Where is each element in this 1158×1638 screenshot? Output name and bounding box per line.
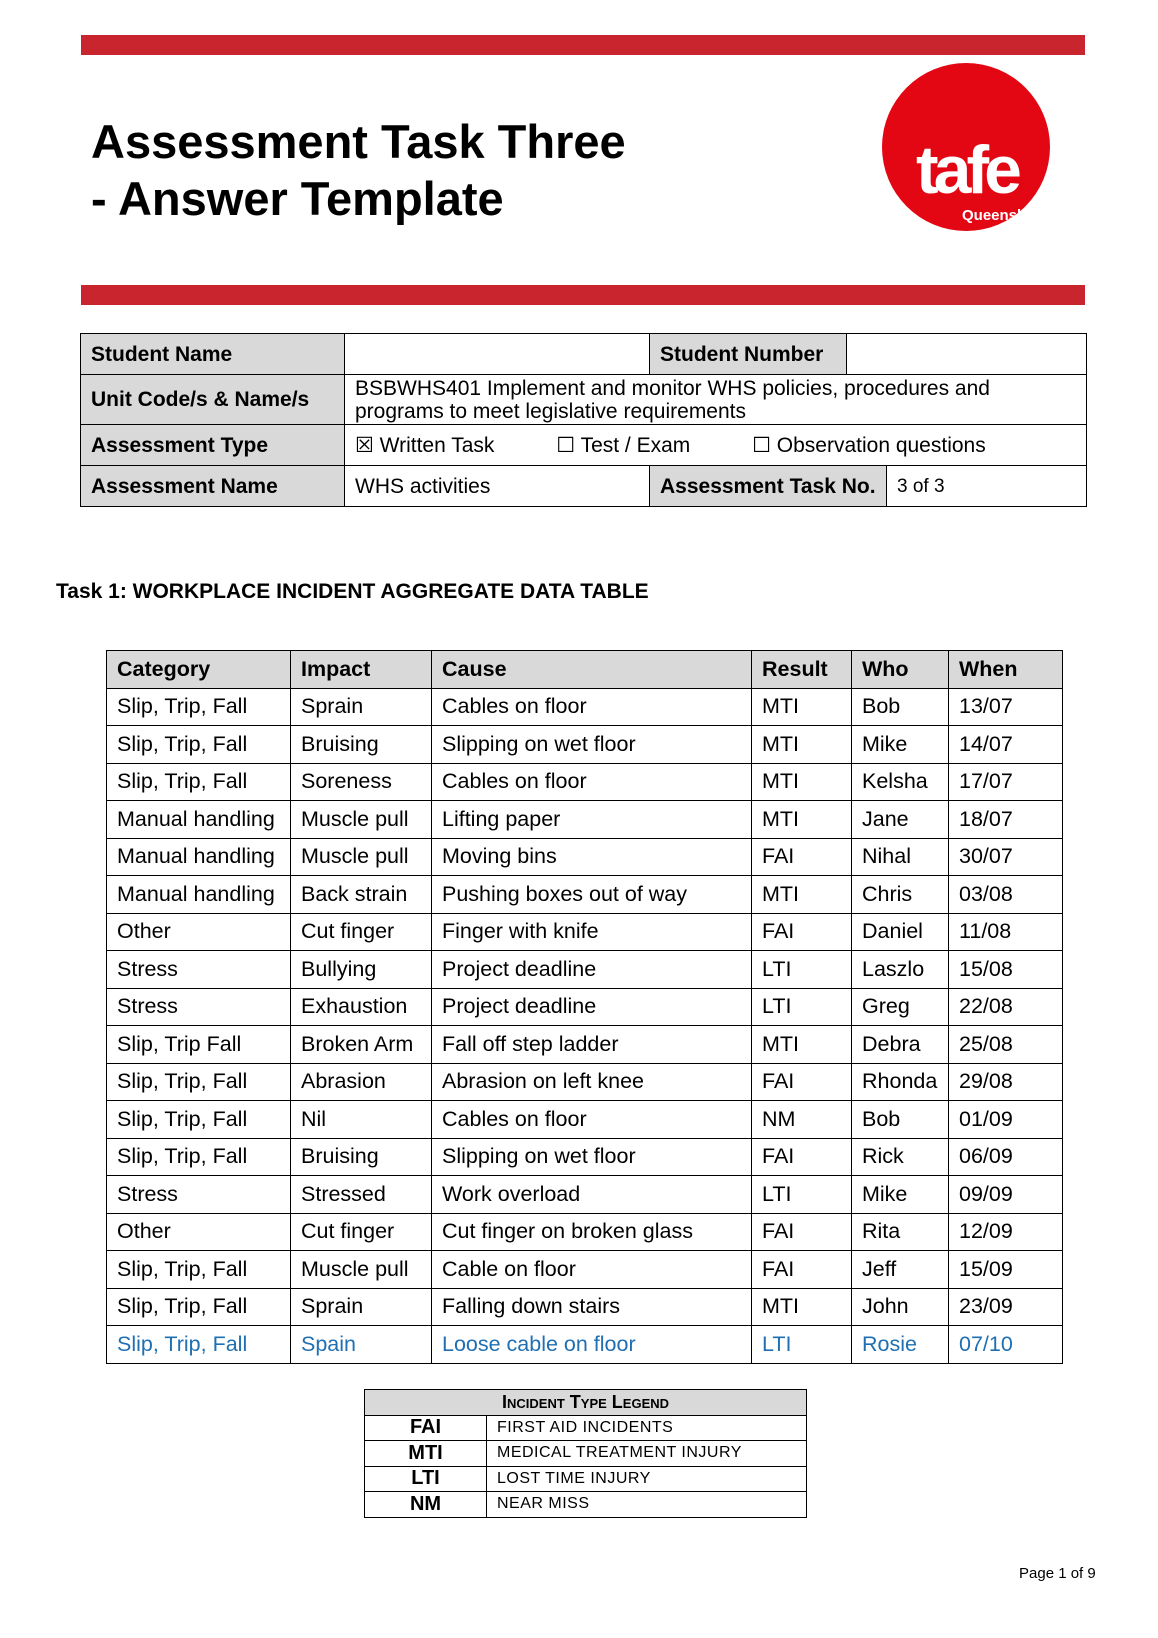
- cell-impact: Bruising: [291, 1138, 432, 1176]
- cell-category: Stress: [107, 1176, 291, 1214]
- legend-description: LOST TIME INJURY: [487, 1466, 807, 1492]
- cell-category: Slip, Trip, Fall: [107, 726, 291, 764]
- cell-impact: Sprain: [291, 1288, 432, 1326]
- cell-category: Slip, Trip, Fall: [107, 688, 291, 726]
- task-no-value: 3 of 3: [887, 466, 1087, 507]
- legend-code: LTI: [365, 1466, 487, 1492]
- cell-who: Kelsha: [852, 763, 949, 801]
- cell-who: Bob: [852, 1101, 949, 1139]
- cell-when: 03/08: [949, 876, 1063, 914]
- cell-impact: Muscle pull: [291, 1251, 432, 1289]
- cell-who: John: [852, 1288, 949, 1326]
- observation-checkbox[interactable]: ☐ Observation questions: [752, 433, 986, 457]
- table-row: [107, 1026, 1063, 1064]
- student-info-table: [80, 333, 1087, 507]
- table-row: [107, 801, 1063, 839]
- task-heading: [56, 580, 649, 604]
- col-cause-header: Cause: [432, 651, 752, 689]
- student-number-label: Student Number: [650, 334, 847, 375]
- cell-impact: Cut finger: [291, 1213, 432, 1251]
- cell-when: 06/09: [949, 1138, 1063, 1176]
- task-no-label: Assessment Task No.: [650, 466, 887, 507]
- cell-result: FAI: [752, 913, 852, 951]
- cell-when: 15/08: [949, 951, 1063, 989]
- task-heading-prefix: Task 1: [56, 580, 120, 603]
- title-line-2: - Answer Template: [91, 172, 504, 225]
- table-row: [107, 988, 1063, 1026]
- cell-result: MTI: [752, 1288, 852, 1326]
- cell-who: Mike: [852, 726, 949, 764]
- legend-row: [365, 1415, 807, 1441]
- table-row: [107, 1326, 1063, 1364]
- legend-code: FAI: [365, 1415, 487, 1441]
- table-row: [107, 726, 1063, 764]
- cell-cause: Lifting paper: [432, 801, 752, 839]
- cell-result: FAI: [752, 838, 852, 876]
- incident-table-body: [107, 688, 1063, 1363]
- cell-when: 25/08: [949, 1026, 1063, 1064]
- cell-impact: Abrasion: [291, 1063, 432, 1101]
- cell-category: Slip, Trip, Fall: [107, 1138, 291, 1176]
- cell-result: FAI: [752, 1213, 852, 1251]
- cell-category: Other: [107, 913, 291, 951]
- cell-who: Jane: [852, 801, 949, 839]
- cell-result: MTI: [752, 763, 852, 801]
- cell-when: 01/09: [949, 1101, 1063, 1139]
- cell-impact: Sprain: [291, 688, 432, 726]
- cell-cause: Loose cable on floor: [432, 1326, 752, 1364]
- cell-cause: Pushing boxes out of way: [432, 876, 752, 914]
- cell-category: Slip, Trip Fall: [107, 1026, 291, 1064]
- cell-impact: Bruising: [291, 726, 432, 764]
- cell-when: 14/07: [949, 726, 1063, 764]
- cell-who: Daniel: [852, 913, 949, 951]
- cell-cause: Abrasion on left knee: [432, 1063, 752, 1101]
- table-row: [107, 876, 1063, 914]
- cell-category: Manual handling: [107, 838, 291, 876]
- legend-row: [365, 1492, 807, 1518]
- cell-category: Other: [107, 1213, 291, 1251]
- legend-title: Incident Type Legend: [365, 1390, 807, 1416]
- cell-result: MTI: [752, 801, 852, 839]
- assessment-type-label: Assessment Type: [81, 425, 345, 466]
- legend-description: NEAR MISS: [487, 1492, 807, 1518]
- cell-impact: Stressed: [291, 1176, 432, 1214]
- cell-category: Slip, Trip, Fall: [107, 1288, 291, 1326]
- incident-type-legend: [364, 1389, 807, 1518]
- cell-when: 15/09: [949, 1251, 1063, 1289]
- legend-code: NM: [365, 1492, 487, 1518]
- cell-result: MTI: [752, 1026, 852, 1064]
- cell-result: LTI: [752, 951, 852, 989]
- incident-data-table: [106, 650, 1063, 1364]
- logo-subtext: Queensland: [962, 207, 1048, 224]
- cell-when: 30/07: [949, 838, 1063, 876]
- assessment-type-options: [345, 425, 1087, 466]
- written-task-checkbox[interactable]: ☒ Written Task: [355, 433, 495, 457]
- cell-impact: Soreness: [291, 763, 432, 801]
- cell-when: 07/10: [949, 1326, 1063, 1364]
- cell-impact: Nil: [291, 1101, 432, 1139]
- cell-result: FAI: [752, 1063, 852, 1101]
- cell-when: 09/09: [949, 1176, 1063, 1214]
- mid-red-bar: [81, 285, 1085, 305]
- cell-who: Rita: [852, 1213, 949, 1251]
- cell-who: Bob: [852, 688, 949, 726]
- cell-cause: Cables on floor: [432, 763, 752, 801]
- cell-result: NM: [752, 1101, 852, 1139]
- col-when-header: When: [949, 651, 1063, 689]
- table-row: [107, 1251, 1063, 1289]
- cell-who: Chris: [852, 876, 949, 914]
- cell-cause: Cable on floor: [432, 1251, 752, 1289]
- unit-code-value: BSBWHS401 Implement and monitor WHS policies, procedures and programs to meet legislative requirements: [345, 375, 1087, 425]
- assessment-name-value: WHS activities: [345, 466, 650, 507]
- table-header-row: [107, 651, 1063, 689]
- student-name-label: Student Name: [81, 334, 345, 375]
- assessment-name-label: Assessment Name: [81, 466, 345, 507]
- title-line-1: Assessment Task Three: [91, 115, 626, 168]
- cell-cause: Slipping on wet floor: [432, 1138, 752, 1176]
- cell-result: MTI: [752, 688, 852, 726]
- cell-who: Rosie: [852, 1326, 949, 1364]
- cell-who: Laszlo: [852, 951, 949, 989]
- cell-result: LTI: [752, 988, 852, 1026]
- cell-cause: Project deadline: [432, 951, 752, 989]
- cell-cause: Cables on floor: [432, 688, 752, 726]
- cell-result: FAI: [752, 1138, 852, 1176]
- cell-when: 18/07: [949, 801, 1063, 839]
- test-exam-checkbox[interactable]: ☐ Test / Exam: [556, 433, 691, 457]
- col-result-header: Result: [752, 651, 852, 689]
- table-row: [107, 1101, 1063, 1139]
- cell-when: 29/08: [949, 1063, 1063, 1101]
- col-category-header: Category: [107, 651, 291, 689]
- cell-when: 22/08: [949, 988, 1063, 1026]
- cell-result: LTI: [752, 1176, 852, 1214]
- cell-category: Slip, Trip, Fall: [107, 1101, 291, 1139]
- top-red-bar: [81, 35, 1085, 55]
- task-heading-rest: : WORKPLACE INCIDENT AGGREGATE DATA TABLE: [119, 580, 649, 603]
- cell-who: Rick: [852, 1138, 949, 1176]
- page-number: Page 1 of 9: [1019, 1565, 1096, 1582]
- table-row: [107, 1213, 1063, 1251]
- cell-who: Rhonda: [852, 1063, 949, 1101]
- cell-category: Stress: [107, 988, 291, 1026]
- cell-who: Nihal: [852, 838, 949, 876]
- cell-when: 23/09: [949, 1288, 1063, 1326]
- cell-cause: Cables on floor: [432, 1101, 752, 1139]
- cell-category: Slip, Trip, Fall: [107, 763, 291, 801]
- cell-result: MTI: [752, 726, 852, 764]
- cell-cause: Falling down stairs: [432, 1288, 752, 1326]
- cell-who: Mike: [852, 1176, 949, 1214]
- cell-cause: Cut finger on broken glass: [432, 1213, 752, 1251]
- table-row: [107, 1063, 1063, 1101]
- col-impact-header: Impact: [291, 651, 432, 689]
- table-row: [107, 838, 1063, 876]
- cell-who: Debra: [852, 1026, 949, 1064]
- cell-cause: Work overload: [432, 1176, 752, 1214]
- cell-cause: Finger with knife: [432, 913, 752, 951]
- legend-description: FIRST AID INCIDENTS: [487, 1415, 807, 1441]
- legend-description: MEDICAL TREATMENT INJURY: [487, 1441, 807, 1467]
- cell-impact: Bullying: [291, 951, 432, 989]
- legend-code: MTI: [365, 1441, 487, 1467]
- cell-cause: Slipping on wet floor: [432, 726, 752, 764]
- cell-when: 13/07: [949, 688, 1063, 726]
- cell-category: Stress: [107, 951, 291, 989]
- table-row: [107, 913, 1063, 951]
- cell-when: 11/08: [949, 913, 1063, 951]
- cell-category: Manual handling: [107, 876, 291, 914]
- table-row: [107, 763, 1063, 801]
- cell-when: 12/09: [949, 1213, 1063, 1251]
- student-number-field[interactable]: [847, 334, 1087, 375]
- cell-impact: Broken Arm: [291, 1026, 432, 1064]
- cell-when: 17/07: [949, 763, 1063, 801]
- cell-impact: Back strain: [291, 876, 432, 914]
- student-name-field[interactable]: [345, 334, 650, 375]
- cell-impact: Exhaustion: [291, 988, 432, 1026]
- cell-impact: Cut finger: [291, 913, 432, 951]
- table-row: [107, 1138, 1063, 1176]
- unit-code-label: Unit Code/s & Name/s: [81, 375, 345, 425]
- table-row: [107, 1176, 1063, 1214]
- legend-row: [365, 1441, 807, 1467]
- cell-result: LTI: [752, 1326, 852, 1364]
- cell-category: Slip, Trip, Fall: [107, 1063, 291, 1101]
- table-row: [107, 1288, 1063, 1326]
- cell-category: Slip, Trip, Fall: [107, 1251, 291, 1289]
- cell-cause: Project deadline: [432, 988, 752, 1026]
- cell-category: Slip, Trip, Fall: [107, 1326, 291, 1364]
- legend-row: [365, 1466, 807, 1492]
- table-row: [107, 951, 1063, 989]
- cell-result: MTI: [752, 876, 852, 914]
- col-who-header: Who: [852, 651, 949, 689]
- cell-cause: Moving bins: [432, 838, 752, 876]
- cell-who: Greg: [852, 988, 949, 1026]
- table-row: [107, 688, 1063, 726]
- cell-cause: Fall off step ladder: [432, 1026, 752, 1064]
- legend-body: [365, 1415, 807, 1517]
- cell-result: FAI: [752, 1251, 852, 1289]
- tafe-queensland-logo: [882, 63, 1054, 233]
- cell-impact: Muscle pull: [291, 838, 432, 876]
- cell-category: Manual handling: [107, 801, 291, 839]
- logo-wordmark: tafe: [916, 132, 1017, 208]
- cell-who: Jeff: [852, 1251, 949, 1289]
- cell-impact: Muscle pull: [291, 801, 432, 839]
- cell-impact: Spain: [291, 1326, 432, 1364]
- page-title: [91, 113, 791, 227]
